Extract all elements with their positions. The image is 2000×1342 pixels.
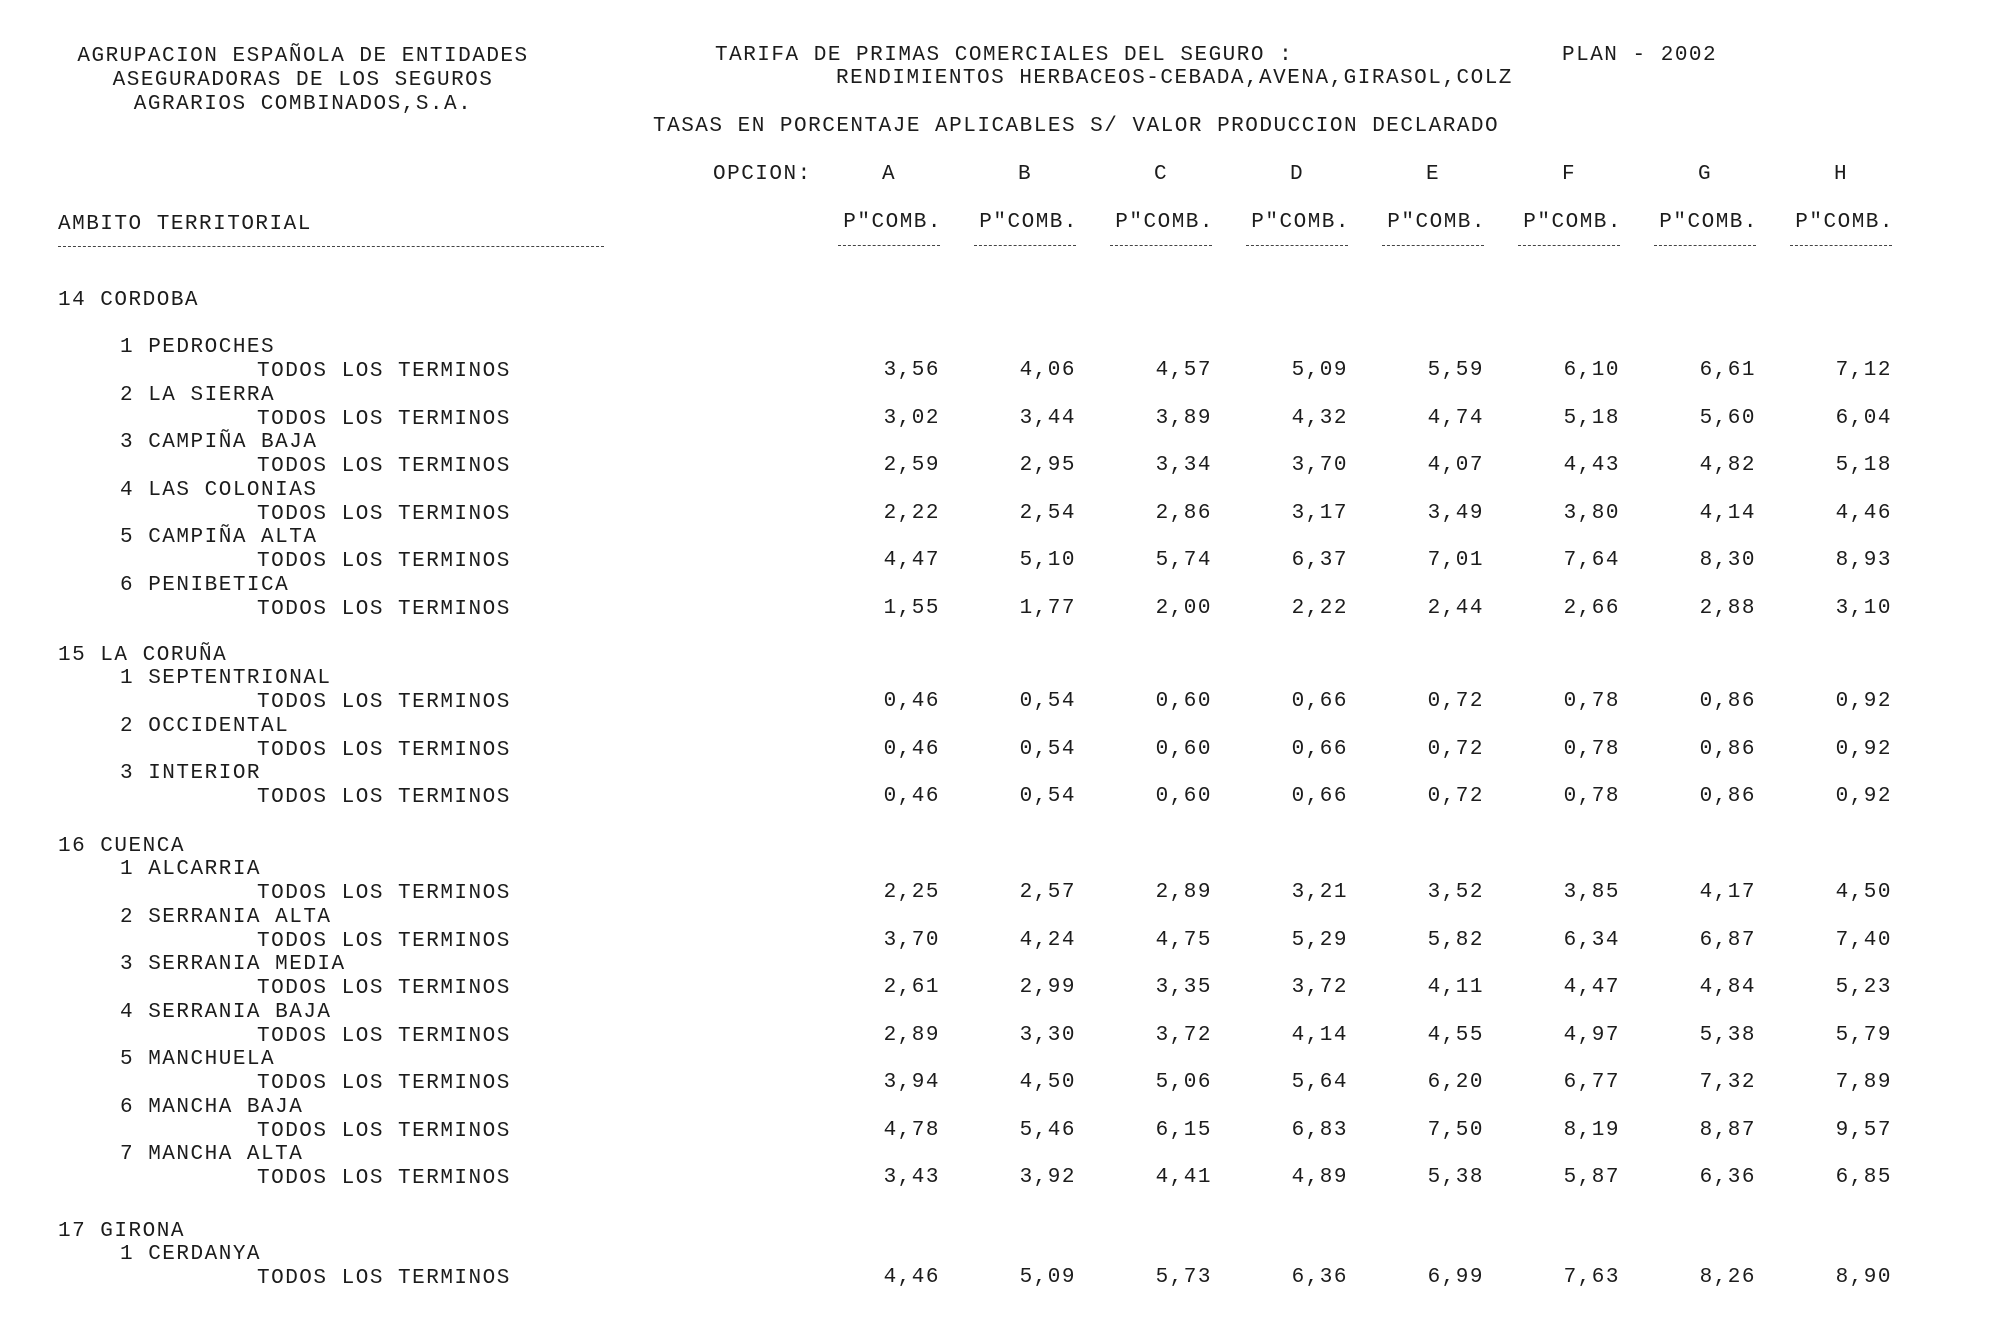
rate-cell-c: 2,00 — [1155, 596, 1212, 620]
rate-cell-e: 7,50 — [1427, 1118, 1484, 1142]
option-letter-e: E — [1425, 163, 1441, 186]
rate-cell-g: 6,36 — [1699, 1166, 1756, 1189]
column-header-b: P"COMB. — [979, 211, 1078, 234]
option-letter-d: D — [1289, 163, 1305, 186]
rate-cell-e: 6,99 — [1427, 1266, 1484, 1289]
rate-cell-a: 3,43 — [883, 1166, 940, 1189]
comarca-name: 2 LA SIERRA — [120, 383, 276, 407]
column-header-f: P"COMB. — [1523, 211, 1622, 234]
rate-cell-b: 0,54 — [1019, 785, 1076, 808]
rate-cell-d: 5,09 — [1291, 359, 1348, 382]
rates-note: TASAS EN PORCENTAJE APLICABLES S/ VALOR PRODUCCION DECLARADO — [653, 115, 1500, 138]
tariff-title: TARIFA DE PRIMAS COMERCIALES DEL SEGURO : — [715, 44, 1294, 67]
rate-cell-e: 0,72 — [1427, 690, 1484, 713]
rate-cell-g: 6,61 — [1699, 359, 1756, 382]
rate-cell-h: 5,18 — [1835, 454, 1892, 477]
comarca-name: 5 CAMPIÑA ALTA — [120, 526, 318, 549]
rate-cell-c: 0,60 — [1155, 737, 1212, 761]
rate-cell-h: 0,92 — [1835, 690, 1892, 713]
rate-cell-b: 5,09 — [1019, 1266, 1076, 1289]
province-heading: 17 GIRONA — [58, 1220, 185, 1243]
terms-label: TODOS LOS TERMINOS — [257, 407, 511, 431]
rate-cell-e: 3,52 — [1427, 881, 1484, 904]
rate-cell-f: 5,18 — [1563, 406, 1620, 430]
rate-cell-f: 3,85 — [1563, 881, 1620, 904]
scope-header-rule — [58, 246, 604, 247]
comarca-name: 2 SERRANIA ALTA — [120, 905, 332, 929]
column-header-e: P"COMB. — [1387, 211, 1486, 234]
terms-label: TODOS LOS TERMINOS — [257, 1119, 511, 1143]
rate-cell-c: 5,73 — [1155, 1266, 1212, 1289]
option-letter-c: C — [1153, 163, 1169, 186]
province-heading: 16 CUENCA — [58, 835, 185, 858]
comarca-name: 6 MANCHA BAJA — [120, 1095, 304, 1119]
column-header-rule-a — [838, 245, 940, 246]
terms-label: TODOS LOS TERMINOS — [257, 502, 511, 526]
rate-cell-f: 7,64 — [1563, 549, 1620, 572]
rate-cell-h: 5,23 — [1835, 976, 1892, 999]
terms-label: TODOS LOS TERMINOS — [257, 597, 511, 621]
rate-cell-d: 6,37 — [1291, 549, 1348, 572]
rate-cell-h: 7,40 — [1835, 928, 1892, 952]
terms-label: TODOS LOS TERMINOS — [257, 360, 511, 383]
rate-cell-d: 0,66 — [1291, 785, 1348, 808]
rate-cell-f: 4,43 — [1563, 454, 1620, 477]
rate-cell-b: 3,30 — [1019, 1023, 1076, 1047]
column-header-g: P"COMB. — [1659, 211, 1758, 234]
rate-cell-b: 4,24 — [1019, 928, 1076, 952]
rate-cell-d: 5,29 — [1291, 928, 1348, 952]
rate-cell-h: 4,46 — [1835, 501, 1892, 525]
column-header-rule-b — [974, 245, 1076, 246]
rate-cell-a: 2,25 — [883, 881, 940, 904]
comarca-name: 4 LAS COLONIAS — [120, 478, 318, 502]
rate-cell-h: 7,89 — [1835, 1071, 1892, 1094]
rate-cell-h: 6,04 — [1835, 406, 1892, 430]
rate-cell-a: 3,02 — [883, 406, 940, 430]
option-letter-g: G — [1697, 163, 1713, 186]
comarca-name: 4 SERRANIA BAJA — [120, 1000, 332, 1024]
column-header-a: P"COMB. — [843, 211, 942, 234]
comarca-name: 2 OCCIDENTAL — [120, 714, 290, 738]
rate-cell-h: 6,85 — [1835, 1166, 1892, 1189]
rate-cell-g: 0,86 — [1699, 737, 1756, 761]
rate-cell-d: 0,66 — [1291, 690, 1348, 713]
rate-cell-f: 0,78 — [1563, 737, 1620, 761]
rate-cell-e: 0,72 — [1427, 785, 1484, 808]
terms-label: TODOS LOS TERMINOS — [257, 738, 511, 762]
rate-cell-a: 2,89 — [883, 1023, 940, 1047]
rate-cell-g: 2,88 — [1699, 596, 1756, 620]
rate-cell-a: 4,78 — [883, 1118, 940, 1142]
rate-cell-d: 6,36 — [1291, 1266, 1348, 1289]
terms-label: TODOS LOS TERMINOS — [257, 929, 511, 953]
option-letter-f: F — [1561, 163, 1577, 186]
rate-cell-e: 3,49 — [1427, 501, 1484, 525]
rate-cell-e: 4,74 — [1427, 406, 1484, 430]
rate-cell-a: 3,56 — [883, 359, 940, 382]
terms-label: TODOS LOS TERMINOS — [257, 882, 511, 905]
rate-cell-c: 3,72 — [1155, 1023, 1212, 1047]
rate-cell-a: 2,61 — [883, 976, 940, 999]
option-letter-b: B — [1017, 163, 1033, 186]
rate-cell-e: 2,44 — [1427, 596, 1484, 620]
column-header-rule-h — [1790, 245, 1892, 246]
scope-header: AMBITO TERRITORIAL — [58, 213, 312, 236]
rate-cell-g: 0,86 — [1699, 690, 1756, 713]
rate-cell-a: 0,46 — [883, 785, 940, 808]
rate-cell-g: 5,60 — [1699, 406, 1756, 430]
rate-cell-b: 2,57 — [1019, 881, 1076, 904]
rate-cell-e: 6,20 — [1427, 1071, 1484, 1094]
terms-label: TODOS LOS TERMINOS — [257, 977, 511, 1000]
rate-cell-g: 4,14 — [1699, 501, 1756, 525]
terms-label: TODOS LOS TERMINOS — [257, 550, 511, 573]
province-heading: 15 LA CORUÑA — [58, 644, 228, 667]
rate-cell-b: 4,06 — [1019, 359, 1076, 382]
terms-label: TODOS LOS TERMINOS — [257, 1072, 511, 1095]
terms-label: TODOS LOS TERMINOS — [257, 1267, 511, 1290]
terms-label: TODOS LOS TERMINOS — [257, 1167, 511, 1190]
rate-cell-g: 7,32 — [1699, 1071, 1756, 1094]
column-header-rule-e — [1382, 245, 1484, 246]
rate-cell-e: 5,38 — [1427, 1166, 1484, 1189]
rate-cell-a: 3,94 — [883, 1071, 940, 1094]
rate-cell-f: 6,10 — [1563, 359, 1620, 382]
rate-cell-d: 2,22 — [1291, 596, 1348, 620]
rate-cell-b: 2,99 — [1019, 976, 1076, 999]
rate-cell-g: 8,87 — [1699, 1118, 1756, 1142]
option-label: OPCION: — [713, 163, 812, 186]
rate-cell-b: 3,92 — [1019, 1166, 1076, 1189]
rate-cell-g: 4,84 — [1699, 976, 1756, 999]
plan-label: PLAN - 2002 — [1562, 44, 1718, 67]
rate-cell-c: 4,41 — [1155, 1166, 1212, 1189]
rate-cell-b: 0,54 — [1019, 737, 1076, 761]
rate-cell-c: 2,89 — [1155, 881, 1212, 904]
terms-label: TODOS LOS TERMINOS — [257, 455, 511, 478]
rate-cell-d: 3,21 — [1291, 881, 1348, 904]
rate-cell-h: 0,92 — [1835, 737, 1892, 761]
rate-cell-b: 0,54 — [1019, 690, 1076, 713]
org-name-line-2: ASEGURADORAS DE LOS SEGUROS — [112, 69, 494, 92]
rate-cell-f: 6,34 — [1563, 928, 1620, 952]
rate-cell-e: 4,07 — [1427, 454, 1484, 477]
comarca-name: 1 PEDROCHES — [120, 336, 276, 359]
rate-cell-f: 3,80 — [1563, 501, 1620, 525]
rate-cell-b: 2,54 — [1019, 501, 1076, 525]
comarca-name: 1 ALCARRIA — [120, 858, 262, 881]
rate-cell-e: 4,55 — [1427, 1023, 1484, 1047]
rate-cell-d: 4,14 — [1291, 1023, 1348, 1047]
option-letter-h: H — [1833, 163, 1849, 186]
rate-cell-g: 4,82 — [1699, 454, 1756, 477]
rate-cell-a: 1,55 — [883, 596, 940, 620]
column-header-d: P"COMB. — [1251, 211, 1350, 234]
rate-cell-g: 8,30 — [1699, 549, 1756, 572]
rate-cell-g: 6,87 — [1699, 928, 1756, 952]
rate-cell-e: 5,59 — [1427, 359, 1484, 382]
rate-cell-c: 0,60 — [1155, 690, 1212, 713]
terms-label: TODOS LOS TERMINOS — [257, 691, 511, 714]
comarca-name: 7 MANCHA ALTA — [120, 1143, 304, 1166]
rate-cell-b: 4,50 — [1019, 1071, 1076, 1094]
rate-cell-f: 2,66 — [1563, 596, 1620, 620]
rate-cell-f: 5,87 — [1563, 1166, 1620, 1189]
rate-cell-h: 5,79 — [1835, 1023, 1892, 1047]
rate-cell-h: 0,92 — [1835, 785, 1892, 808]
rate-cell-c: 5,06 — [1155, 1071, 1212, 1094]
rate-cell-d: 4,89 — [1291, 1166, 1348, 1189]
province-heading: 14 CORDOBA — [58, 289, 200, 312]
rate-cell-c: 4,57 — [1155, 359, 1212, 382]
rate-cell-g: 0,86 — [1699, 785, 1756, 808]
rate-cell-a: 0,46 — [883, 690, 940, 713]
org-name-line-1: AGRUPACION ESPAÑOLA DE ENTIDADES — [77, 45, 529, 68]
rate-cell-h: 8,90 — [1835, 1266, 1892, 1289]
terms-label: TODOS LOS TERMINOS — [257, 1024, 511, 1048]
rate-cell-d: 3,17 — [1291, 501, 1348, 525]
comarca-name: 5 MANCHUELA — [120, 1048, 276, 1071]
rate-cell-c: 0,60 — [1155, 785, 1212, 808]
tariff-subtitle: RENDIMIENTOS HERBACEOS-CEBADA,AVENA,GIRASOL,COLZ — [836, 67, 1513, 90]
rate-cell-c: 4,75 — [1155, 928, 1212, 952]
column-header-rule-f — [1518, 245, 1620, 246]
comarca-name: 6 PENIBETICA — [120, 573, 290, 597]
rate-cell-f: 0,78 — [1563, 785, 1620, 808]
comarca-name: 3 CAMPIÑA BAJA — [120, 431, 318, 454]
comarca-name: 3 SERRANIA MEDIA — [120, 953, 346, 976]
column-header-c: P"COMB. — [1115, 211, 1214, 234]
rate-cell-h: 3,10 — [1835, 596, 1892, 620]
rate-cell-b: 5,10 — [1019, 549, 1076, 572]
rate-cell-c: 2,86 — [1155, 501, 1212, 525]
terms-label: TODOS LOS TERMINOS — [257, 786, 511, 809]
comarca-name: 1 CERDANYA — [120, 1243, 262, 1266]
rate-cell-f: 0,78 — [1563, 690, 1620, 713]
rate-cell-f: 4,97 — [1563, 1023, 1620, 1047]
option-letter-a: A — [881, 163, 897, 186]
comarca-name: 1 SEPTENTRIONAL — [120, 667, 332, 690]
rate-cell-d: 5,64 — [1291, 1071, 1348, 1094]
rate-cell-h: 4,50 — [1835, 881, 1892, 904]
column-header-h: P"COMB. — [1795, 211, 1894, 234]
rate-cell-d: 4,32 — [1291, 406, 1348, 430]
rate-cell-c: 5,74 — [1155, 549, 1212, 572]
rate-cell-b: 2,95 — [1019, 454, 1076, 477]
rate-cell-g: 8,26 — [1699, 1266, 1756, 1289]
rate-cell-d: 3,70 — [1291, 454, 1348, 477]
comarca-name: 3 INTERIOR — [120, 762, 262, 785]
rate-cell-b: 3,44 — [1019, 406, 1076, 430]
rate-cell-e: 4,11 — [1427, 976, 1484, 999]
rate-cell-f: 7,63 — [1563, 1266, 1620, 1289]
rate-cell-d: 0,66 — [1291, 737, 1348, 761]
rate-cell-a: 3,70 — [883, 928, 940, 952]
rate-cell-e: 7,01 — [1427, 549, 1484, 572]
column-header-rule-c — [1110, 245, 1212, 246]
rate-cell-c: 3,35 — [1155, 976, 1212, 999]
column-header-rule-d — [1246, 245, 1348, 246]
rate-cell-d: 3,72 — [1291, 976, 1348, 999]
rate-cell-f: 6,77 — [1563, 1071, 1620, 1094]
rate-cell-e: 5,82 — [1427, 928, 1484, 952]
org-name-line-3: AGRARIOS COMBINADOS,S.A. — [133, 93, 473, 116]
rate-cell-a: 2,22 — [883, 501, 940, 525]
rate-cell-f: 8,19 — [1563, 1118, 1620, 1142]
column-header-rule-g — [1654, 245, 1756, 246]
rate-cell-h: 7,12 — [1835, 359, 1892, 382]
rate-cell-a: 2,59 — [883, 454, 940, 477]
rate-cell-c: 6,15 — [1155, 1118, 1212, 1142]
rate-cell-a: 4,47 — [883, 549, 940, 572]
rate-cell-a: 0,46 — [883, 737, 940, 761]
rate-cell-g: 4,17 — [1699, 881, 1756, 904]
rate-cell-h: 9,57 — [1835, 1118, 1892, 1142]
rate-cell-b: 1,77 — [1019, 596, 1076, 620]
rate-cell-b: 5,46 — [1019, 1118, 1076, 1142]
rate-cell-f: 4,47 — [1563, 976, 1620, 999]
rate-cell-h: 8,93 — [1835, 549, 1892, 572]
rate-cell-a: 4,46 — [883, 1266, 940, 1289]
rate-cell-d: 6,83 — [1291, 1118, 1348, 1142]
rate-cell-e: 0,72 — [1427, 737, 1484, 761]
rate-cell-c: 3,89 — [1155, 406, 1212, 430]
rate-cell-c: 3,34 — [1155, 454, 1212, 477]
rate-cell-g: 5,38 — [1699, 1023, 1756, 1047]
